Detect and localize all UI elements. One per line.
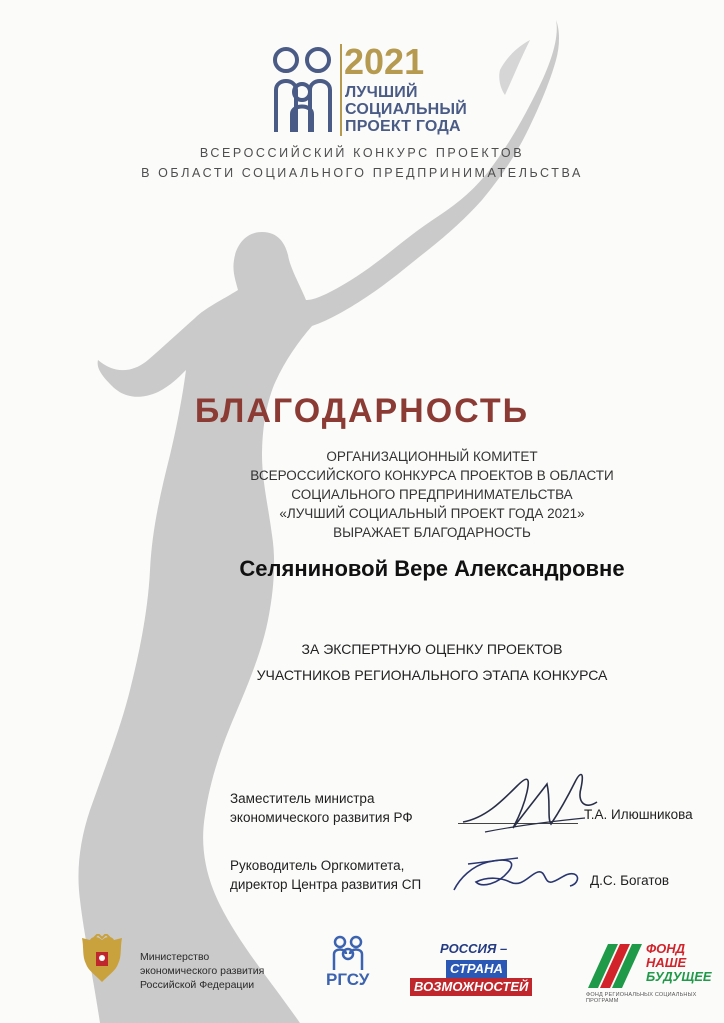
organizer-line-2: ВСЕРОССИЙСКОГО КОНКУРСА ПРОЕКТОВ В ОБЛАСТИ — [250, 468, 614, 483]
fund-line-3: БУДУЩЕЕ — [646, 969, 712, 984]
russia-line-2: СТРАНА — [446, 960, 507, 978]
signatory-2-role-line-1: Руководитель Оргкомитета, — [230, 858, 405, 873]
ministry-line-1: Министерство — [140, 951, 210, 963]
russian-coat-of-arms-icon — [78, 934, 126, 986]
signatory-1-role-line-1: Заместитель министра — [230, 791, 375, 806]
ministry-line-2: экономического развития — [140, 965, 265, 977]
logo-line-2: СОЦИАЛЬНЫЙ — [345, 101, 467, 118]
logo-line-1: ЛУЧШИЙ — [345, 84, 418, 101]
rgsu-logo-icon — [330, 934, 366, 970]
fund-line-1: ФОНД — [646, 941, 686, 956]
russia-line-3: ВОЗМОЖНОСТЕЙ — [410, 978, 532, 996]
signatory-1-role-line-2: экономического развития РФ — [230, 810, 413, 825]
reason-line-1: ЗА ЭКСПЕРТНУЮ ОЦЕНКУ ПРОЕКТОВ — [301, 641, 563, 657]
recipient-name: Селяниновой Вере Александровне — [239, 556, 625, 581]
organizer-line-3: СОЦИАЛЬНОГО ПРЕДПРИНИМАТЕЛЬСТВА — [291, 487, 573, 502]
signature-1-mark — [455, 762, 605, 840]
organizer-line-1: ОРГАНИЗАЦИОННЫЙ КОМИТЕТ — [326, 449, 538, 464]
contest-logo-icon — [268, 42, 338, 134]
certificate-title: БЛАГОДАРНОСТЬ — [194, 392, 530, 430]
contest-line-2: В ОБЛАСТИ СОЦИАЛЬНОГО ПРЕДПРИНИМАТЕЛЬСТВА — [141, 166, 583, 180]
organizer-line-5: ВЫРАЖАЕТ БЛАГОДАРНОСТЬ — [333, 525, 531, 540]
organizer-line-4: «ЛУЧШИЙ СОЦИАЛЬНЫЙ ПРОЕКТ ГОДА 2021» — [279, 506, 585, 521]
signature-2-mark — [448, 848, 588, 904]
rgsu-label: РГСУ — [326, 970, 370, 989]
logo-line-3: ПРОЕКТ ГОДА — [345, 118, 461, 135]
logo-year: 2021 — [344, 41, 425, 82]
russia-line-1: РОССИЯ – — [440, 941, 508, 956]
fund-logo-icon — [588, 944, 644, 988]
signatory-1-name: Т.А. Илюшникова — [584, 807, 693, 822]
signatory-2-role-line-2: директор Центра развития СП — [230, 877, 422, 892]
fund-line-2: НАШЕ — [646, 955, 687, 970]
fund-caption: ФОНД РЕГИОНАЛЬНЫХ СОЦИАЛЬНЫХ ПРОГРАММ — [586, 992, 697, 1004]
contest-line-1: ВСЕРОССИЙСКИЙ КОНКУРС ПРОЕКТОВ — [199, 146, 525, 160]
logo-divider — [340, 44, 342, 136]
signatory-2-name: Д.С. Богатов — [590, 873, 670, 888]
ministry-line-3: Российской Федерации — [140, 979, 255, 991]
reason-line-2: УЧАСТНИКОВ РЕГИОНАЛЬНОГО ЭТАПА КОНКУРСА — [256, 667, 608, 683]
